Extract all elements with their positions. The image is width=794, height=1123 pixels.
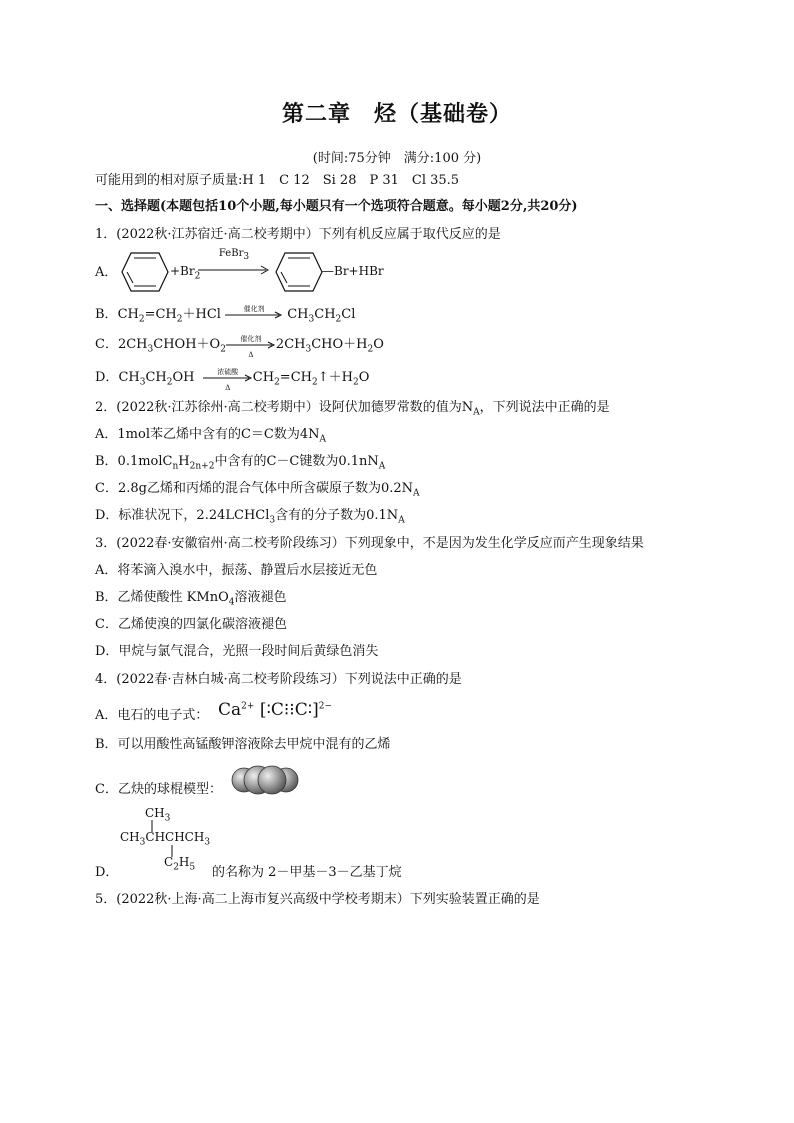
q4-option-b: B．可以用酸性高锰酸钾溶液除去甲烷中混有的乙烯 — [95, 737, 391, 752]
benzene-ring-icon — [120, 249, 170, 295]
q1-a-reactant: $+Br_2$ — [170, 264, 201, 282]
question-4-stem: 4．(2022春·吉林白城·高二校考阶段练习）下列说法中正确的是 — [95, 672, 462, 687]
question-1-stem: 1．(2022秋·江苏宿迁·高二校考期中）下列有机反应属于取代反应的是 — [95, 227, 501, 242]
q3-option-d: D．甲烷与氯气混合，光照一段时间后黄绿色消失 — [95, 644, 379, 659]
q4-option-d: D． — [95, 865, 119, 880]
exam-page: 第二章 烃（基础卷） (时间:75分钟 满分:100 分) 可能用到的相对原子质量:H 1 C 12 Si 28 P 31 Cl 35.5 一、选择题(本题包括10个小题,每小题只有一个选项符合题意。每小题2分,共20分) 1．(2022秋·江苏宿迁·高二校考期中）下列有机反应属于取代反应的是 A． $+Br_2$ FeBr$_3$ —Br+HBr B．$CH_2=CH_2+HCl$ 催化剂 $CH_3CH_2Cl$ C．$2CH_3CHOH+O_2$ 催化剂 Δ $2CH_3CHO+H_2O$ D．$CH_3CH_2OH$ 浓硫酸 Δ $CH_2=CH_2↑+H_2O$ 2．(2022秋·江苏徐州·高二校考期中）设阿伏加德罗常数的值为$N_A$，下列说法中正确的是 A．1mol苯乙烯中含有的C＝C数为$4N_A$ B．$0.1molC_nH_{2n+2}$中含有的C－C键数为$0.1nN_A$ C．2.8g乙烯和丙烯的混合气体中所含碳原子数为$0.2N_A$ D．标准状况下，2.24LCHCl$_3$含有的分子数为$0.1N_A$ 3．(2022春·安徽宿州·高二校考阶段练习）下列现象中，不是因为发生化学反应而产生现象结果 A．将苯滴入溴水中，振荡、静置后水层接近无色 B．乙烯使酸性 KMnO$_4$溶液褪色 C．乙烯使溴的四氯化碳溶液褪色 D．甲烷与氯气混合，光照一段时间后黄绿色消失 4．(2022春·吉林白城·高二校考阶段练习）下列说法中正确的是 A．电石的电子式： $Ca^{2+}$ [∶C⁝⁝C∶]$^{2-}$ B．可以用酸性高锰酸钾溶液除去甲烷中混有的乙烯 C．乙炔的球棍模型： $CH_3$ $CH_3CHCHCH_3$ $C_2H_5$ D． 的名称为 2－甲基－3－乙基丁烷 5．(2022秋·上海·高二上海市复兴高级中学校考期末）下列实验装置正确的是 — [0, 0, 794, 1123]
exam-time-score: (时间:75分钟 满分:100 分) — [312, 151, 482, 166]
q2-option-a: A．1mol苯乙烯中含有的C＝C数为$4N_A$ — [95, 427, 327, 445]
q4-option-c: C．乙炔的球棍模型： — [95, 782, 222, 797]
q1-option-d: D．$CH_3CH_2OH$ 浓硫酸 Δ $CH_2=CH_2↑+H_2O$ — [95, 367, 370, 392]
structure-main-chain: $CH_3CHCHCH_3$ — [120, 830, 211, 848]
q1-option-c: C．$2CH_3CHOH+O_2$ 催化剂 Δ $2CH_3CHO+H_2O$ — [95, 334, 384, 359]
q3-option-b: B．乙烯使酸性 KMnO$_4$溶液褪色 — [95, 590, 287, 608]
question-3-stem: 3．(2022春·安徽宿州·高二校考阶段练习）下列现象中，不是因为发生化学反应而产生现象结果 — [95, 536, 644, 551]
structure-c2h5: $C_2H_5$ — [164, 855, 196, 873]
acetylene-ball-model-icon — [230, 764, 300, 796]
atomic-masses: 可能用到的相对原子质量:H 1 C 12 Si 28 P 31 Cl 35.5 — [95, 173, 460, 188]
q1-a-product: —Br+HBr — [322, 264, 384, 278]
q4-option-a: A．电石的电子式： — [95, 708, 209, 723]
option-label: A． — [95, 265, 118, 280]
q4-option-d-text: 的名称为 2－甲基－3－乙基丁烷 — [212, 865, 402, 880]
question-2-stem: 2．(2022秋·江苏徐州·高二校考期中）设阿伏加德罗常数的值为$N_A$，下列说法中正确的是 — [95, 400, 610, 418]
q1-option-a — [95, 264, 117, 282]
q2-option-d: D．标准状况下，2.24LCHCl$_3$含有的分子数为$0.1N_A$ — [95, 508, 405, 526]
q1-option-b: B．$CH_2=CH_2+HCl$ 催化剂 $CH_3CH_2Cl$ — [95, 304, 356, 325]
section-heading: 一、选择题(本题包括10个小题,每小题只有一个选项符合题意。每小题2分,共20分) — [95, 199, 578, 214]
q2-option-c: C．2.8g乙烯和丙烯的混合气体中所含碳原子数为$0.2N_A$ — [95, 481, 420, 499]
page-title: 第二章 烃（基础卷） — [281, 101, 512, 127]
q3-option-c: C．乙烯使溴的四氯化碳溶液褪色 — [95, 617, 287, 632]
structure-ch3-top: $CH_3$ — [145, 806, 171, 824]
q2-option-b: B．$0.1molC_nH_{2n+2}$中含有的C－C键数为$0.1nN_A$ — [95, 454, 386, 472]
benzene-ring-icon — [274, 249, 324, 295]
question-5-stem: 5．(2022秋·上海·高二上海市复兴高级中学校考期末）下列实验装置正确的是 — [95, 892, 540, 907]
q3-option-a: A．将苯滴入溴水中，振荡、静置后水层接近无色 — [95, 563, 378, 578]
calcium-carbide-electron-formula: $Ca^{2+}$ [∶C⁝⁝C∶]$^{2-}$ — [218, 700, 333, 720]
